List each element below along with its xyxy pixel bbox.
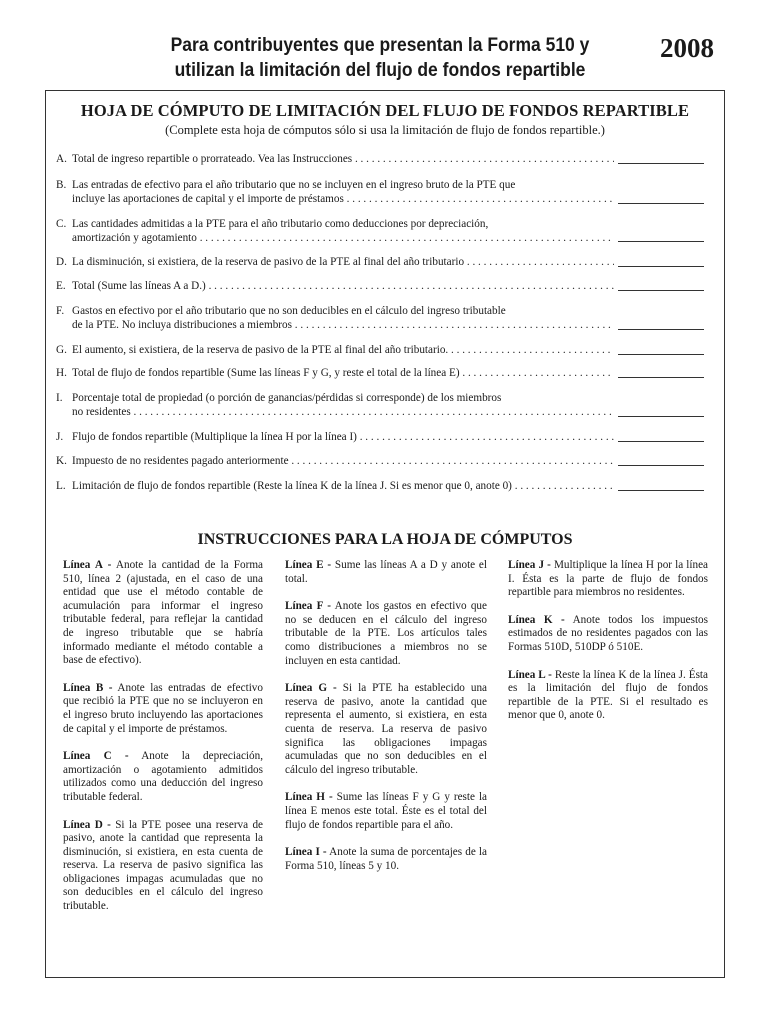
- line-text: Las entradas de efectivo para el año tributario que no se incluyen en el ingreso bruto de la PTE que: [72, 179, 516, 191]
- instruction-text: Anote la cantidad de la Forma 510, línea 2 (ajustada, en el caso de una entidad que use el método contable de acumulación para informar el ingreso tributable federal, para reflejar la cantidad de ingreso tributable que se habría informado mediante el método contable a base de efectivo).: [63, 559, 263, 667]
- line-l-amount-field[interactable]: [618, 490, 704, 491]
- line-c: [56, 217, 614, 245]
- line-letter: F.: [56, 305, 65, 317]
- line-j-amount-field[interactable]: [618, 441, 704, 442]
- instruction-text: Anote la depreciación, amortización o agotamiento admitidos utilizados como una deducción del ingreso tributable federal.: [63, 750, 263, 803]
- instruction-line-i: [285, 846, 487, 873]
- line-text: incluye las aportaciones de capital y el importe de préstamos . . .: [72, 192, 614, 206]
- instruction-line-a: [63, 559, 263, 668]
- instructions-column-1: [63, 559, 263, 928]
- line-text: Porcentaje total de propiedad (o porción de ganancias/pérdidas si corresponde) de los miembros: [72, 392, 502, 404]
- instruction-text: Si la PTE ha establecido una reserva de pasivo, anote la cantidad que representa el aumento, si existiera, en esta cuenta de reserva. La reserva de pasivo significa las obligaciones impagas acumuladas que no son deducibles en el cálculo del ingreso tributable.: [285, 682, 488, 776]
- line-letter: G.: [56, 344, 67, 356]
- worksheet-title: HOJA DE CÓMPUTO DE LIMITACIÓN DEL FLUJO DE FONDOS REPARTIBLE: [80, 101, 690, 120]
- line-letter: H.: [56, 367, 67, 379]
- line-h: [56, 366, 614, 380]
- instruction-text: Anote todos los impuestos estimados de no residentes pagados con las Formas 510D, 510DP ó 510E.: [508, 613, 708, 653]
- instruction-line-d: [63, 819, 263, 914]
- worksheet-subtitle: (Complete esta hoja de cómputos sólo si usa la limitación de flujo de fondos repartible.): [165, 123, 605, 137]
- line-f: [56, 304, 614, 332]
- line-k: [56, 454, 614, 468]
- instruction-line-c: [63, 750, 263, 804]
- line-c-amount-field[interactable]: [618, 241, 704, 242]
- instruction-text: Multiplique la línea H por la línea I. Ésta es la parte de flujo de fondos repartible para miembros no residentes.: [508, 559, 709, 599]
- instruction-text: Sume las líneas A a D y anote el total.: [285, 559, 488, 585]
- line-letter: J.: [56, 431, 64, 443]
- line-text: Limitación de flujo de fondos repartible (Reste la línea K de la línea J. Si es menor que 0, anote 0) . . .: [72, 479, 614, 493]
- line-text: Flujo de fondos repartible (Multiplique la línea H por la línea I) . . .: [72, 430, 614, 444]
- instruction-label: Línea K -: [508, 613, 565, 626]
- line-letter: C.: [56, 218, 67, 230]
- line-g-amount-field[interactable]: [618, 354, 704, 355]
- instruction-label: Línea H -: [285, 791, 333, 804]
- instruction-line-e: [285, 559, 487, 586]
- line-text: Total de flujo de fondos repartible (Sume las líneas F y G, y reste el total de la línea E) . . .: [72, 366, 614, 380]
- instruction-label: Línea F -: [285, 600, 331, 613]
- line-j: [56, 430, 614, 444]
- form-title-line-1: Para contribuyentes que presentan la Forma 510 y: [170, 35, 590, 56]
- line-text: La disminución, si existiera, de la reserva de pasivo de la PTE al final del año tributario . . .: [72, 255, 614, 269]
- instruction-line-f: [285, 600, 487, 668]
- instruction-text: Reste la línea K de la línea J. Ésta es la limitación del flujo de fondos repartible de la PTE. Si el resultado es menor que 0, anote 0.: [508, 668, 709, 722]
- line-a: [56, 152, 614, 166]
- line-k-amount-field[interactable]: [618, 465, 704, 466]
- line-letter: D.: [56, 256, 67, 268]
- line-l: [56, 479, 614, 493]
- line-e: [56, 279, 614, 293]
- line-letter: L.: [56, 480, 66, 492]
- form-title-line-2: utilizan la limitación del flujo de fondos repartible: [174, 60, 586, 81]
- line-letter: I.: [56, 392, 63, 404]
- instructions-column-2: [285, 559, 487, 887]
- line-text: de la PTE. No incluya distribuciones a miembros . . .: [72, 318, 614, 332]
- instruction-text: Anote las entradas de efectivo que recibió la PTE que no se incluyeron en el ingreso bruto incluyendo las aportaciones de capital y el importe de préstamos.: [63, 681, 263, 735]
- line-h-amount-field[interactable]: [618, 377, 704, 378]
- instruction-label: Línea E -: [285, 559, 332, 571]
- line-g: [56, 343, 614, 357]
- instruction-line-k: [508, 614, 708, 655]
- line-text: Impuesto de no residentes pagado anteriormente . . .: [72, 454, 614, 468]
- worksheet-frame: [45, 90, 725, 978]
- instruction-label: Línea L -: [508, 668, 552, 681]
- instruction-line-j: [508, 559, 708, 600]
- line-letter: B.: [56, 179, 67, 191]
- line-text: El aumento, si existiera, de la reserva de pasivo de la PTE al final del año tributario. . . .: [72, 343, 614, 357]
- instruction-label: Línea B -: [63, 681, 113, 694]
- instruction-line-g: [285, 682, 487, 777]
- line-text: Las cantidades admitidas a la PTE para el año tributario como deducciones por depreciación,: [72, 218, 489, 230]
- instruction-line-l: [508, 669, 708, 723]
- instruction-line-h: [285, 791, 487, 832]
- instructions-heading: INSTRUCCIONES PARA LA HOJA DE CÓMPUTOS: [197, 531, 573, 548]
- tax-year: 2008: [660, 33, 714, 63]
- line-text: Total (Sume las líneas A a D.) . . .: [72, 279, 614, 293]
- line-letter: E.: [56, 280, 66, 292]
- line-i: [56, 391, 614, 419]
- line-d: [56, 255, 614, 269]
- line-f-amount-field[interactable]: [618, 329, 704, 330]
- line-text: no residentes . . .: [72, 405, 614, 419]
- instruction-label: Línea J -: [508, 559, 551, 571]
- line-a-amount-field[interactable]: [618, 163, 704, 164]
- line-text: amortización y agotamiento . . .: [72, 231, 614, 245]
- line-e-amount-field[interactable]: [618, 290, 704, 291]
- line-b: [56, 178, 614, 206]
- instruction-text: Anote la suma de porcentajes de la Forma 510, líneas 5 y 10.: [285, 846, 487, 872]
- instruction-label: Línea C -: [63, 750, 129, 763]
- instruction-line-b: [63, 682, 263, 736]
- instruction-label: Línea D -: [63, 818, 111, 831]
- line-letter: A.: [56, 153, 67, 165]
- line-text: Total de ingreso repartible o prorrateado. Vea las Instrucciones . . .: [72, 152, 614, 166]
- instruction-text: Si la PTE posee una reserva de pasivo, anote la cantidad que representa la disminución, si existiera, en esta cuenta de reserva. La reserva de pasivo significa las obligaciones impagas acumuladas que no son deducibles en el cálculo del ingreso tributable.: [63, 818, 264, 913]
- instruction-text: Anote los gastos en efectivo que no se deducen en el cálculo del ingreso tributable de la PTE. Los artículos tales como distribuciones a miembros no se incluyen en esta cantidad.: [285, 600, 487, 667]
- instruction-label: Línea G -: [285, 682, 337, 695]
- line-text: Gastos en efectivo por el año tributario que no son deducibles en el cálculo del ingreso tributable: [72, 305, 506, 317]
- instruction-label: Línea I -: [285, 846, 327, 859]
- line-letter: K.: [56, 455, 67, 467]
- instruction-text: Sume las líneas F y G y reste la línea E menos este total. Éste es el total del flujo de fondos repartible para el año.: [285, 791, 488, 831]
- instructions-column-3: [508, 559, 708, 737]
- instruction-label: Línea A -: [63, 559, 112, 571]
- line-b-amount-field[interactable]: [618, 203, 704, 204]
- line-i-amount-field[interactable]: [618, 416, 704, 417]
- line-d-amount-field[interactable]: [618, 266, 704, 267]
- form-title: [150, 33, 610, 83]
